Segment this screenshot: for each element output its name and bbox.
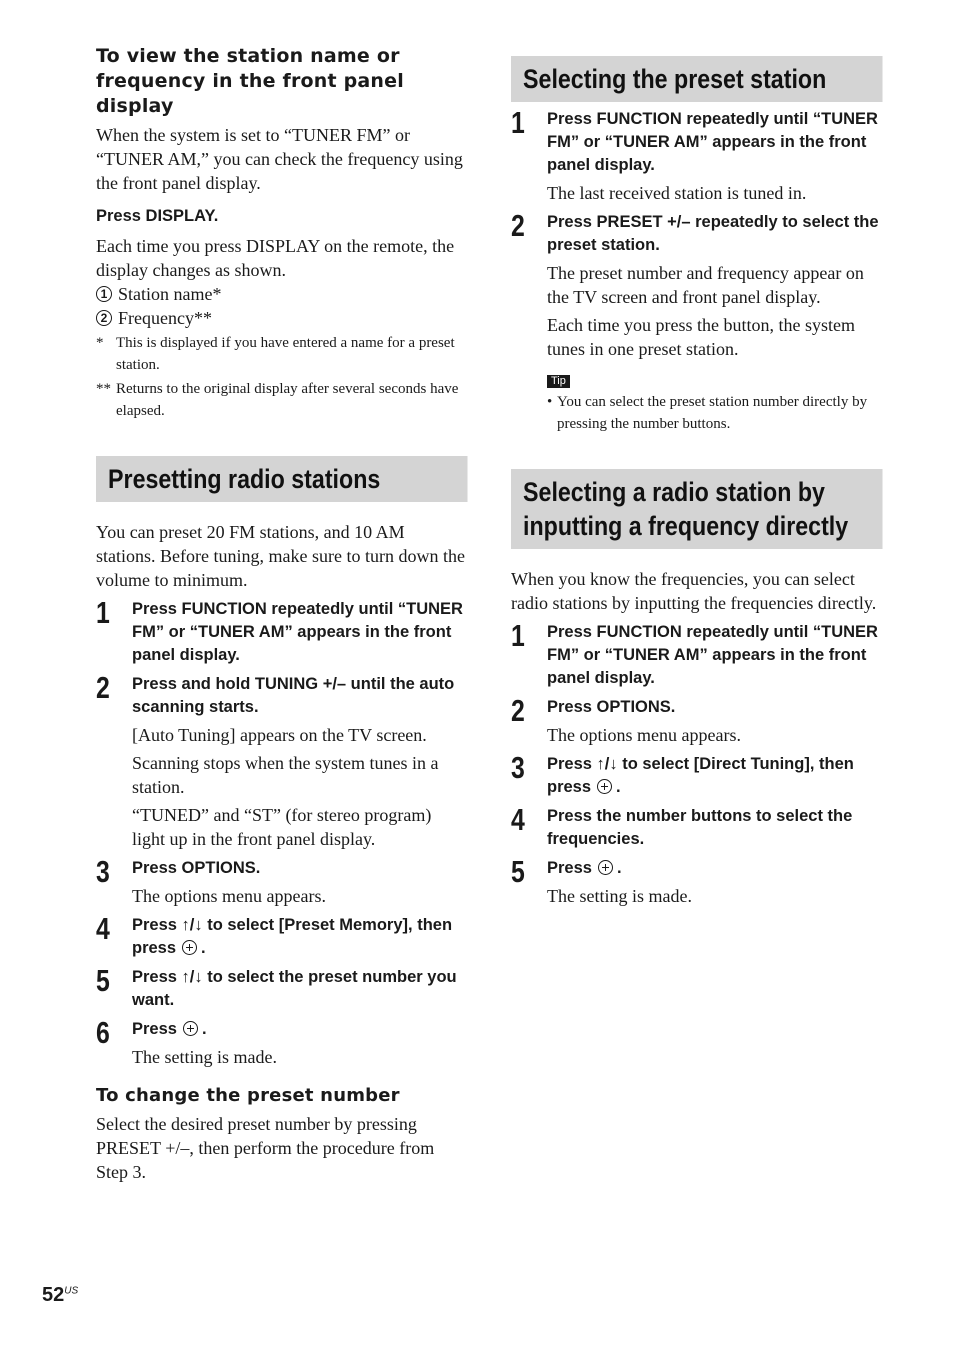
step-title: Press ↑/↓ to select the preset number you want. xyxy=(132,968,457,1009)
step xyxy=(96,963,468,1012)
footnote-mark: * xyxy=(96,335,104,351)
step-number: 3 xyxy=(511,750,525,785)
step-text: [Auto Tuning] appears on the TV screen. xyxy=(132,725,427,745)
change-preset-heading: To change the preset number xyxy=(96,1085,400,1106)
presetting-intro: You can preset 20 FM stations, and 10 AM stations. Before tuning, make sure to turn down the volume to minimum. xyxy=(96,522,465,590)
step xyxy=(511,208,883,361)
tip-block xyxy=(511,361,883,435)
step-title: Press and hold TUNING +/– until the auto scanning starts. xyxy=(132,675,455,716)
step-text: “TUNED” and “ST” (for stereo program) light up in the front panel display. xyxy=(132,805,432,849)
step-number: 2 xyxy=(96,670,110,705)
step-title xyxy=(547,753,883,799)
view-heading: To view the station name or frequency in the front panel display xyxy=(96,45,404,117)
step-number: 2 xyxy=(511,208,525,243)
step-title: Press FUNCTION repeatedly until “TUNER FM” or “TUNER AM” appears in the front panel display. xyxy=(132,600,463,664)
step xyxy=(511,618,883,690)
step xyxy=(96,1015,468,1069)
step xyxy=(511,802,883,851)
right-column xyxy=(511,56,883,908)
step-number: 5 xyxy=(96,963,110,998)
enter-button-icon xyxy=(598,860,613,875)
step-title-end: . xyxy=(201,1020,207,1038)
display-description: Each time you press DISPLAY on the remote, the display changes as shown. xyxy=(96,236,455,280)
selecting-preset-title: Selecting the preset station xyxy=(511,56,882,102)
section-band xyxy=(511,469,883,549)
step-title-text: Press ↑/↓ to select [Preset Memory], then press xyxy=(132,916,453,957)
tip-item xyxy=(547,391,883,435)
footnote-text: Returns to the original display after several seconds have elapsed. xyxy=(116,381,459,419)
step xyxy=(511,105,883,205)
enum-item xyxy=(96,282,468,306)
step-number: 1 xyxy=(96,595,110,630)
step-title: Press FUNCTION repeatedly until “TUNER FM” or “TUNER AM” appears in the front panel display. xyxy=(547,623,878,687)
step-text: The setting is made. xyxy=(132,1047,277,1067)
step xyxy=(511,854,883,908)
bullet-icon: • xyxy=(547,394,553,410)
enum-text: Station name* xyxy=(118,284,222,304)
step-title-text: Press xyxy=(547,859,592,877)
step-title xyxy=(132,1018,468,1041)
page-number-value: 52 xyxy=(42,1284,65,1306)
step xyxy=(511,693,883,747)
step-title-text: Press xyxy=(132,1020,177,1038)
step-number: 5 xyxy=(511,854,525,889)
section-band xyxy=(96,456,468,502)
step xyxy=(511,750,883,799)
step-text: Each time you press the button, the system tunes in one preset station. xyxy=(547,315,855,359)
step xyxy=(96,670,468,851)
step-text: The options menu appears. xyxy=(132,886,326,906)
circled-number: 1 xyxy=(96,286,112,302)
step xyxy=(96,854,468,908)
press-display-instruction: Press DISPLAY. xyxy=(96,207,219,225)
step-title: Press PRESET +/– repeatedly to select the preset station. xyxy=(547,213,879,254)
direct-tuning-title: Selecting a radio station by inputting a frequency directly xyxy=(511,469,882,549)
page-region-suffix: US xyxy=(64,1285,79,1297)
step-number: 2 xyxy=(511,693,525,728)
step-number: 1 xyxy=(511,618,525,653)
change-preset-text: Select the desired preset number by pressing PRESET +/–, then perform the procedure from Step 3. xyxy=(96,1114,435,1182)
page-number xyxy=(42,1284,78,1307)
circled-number: 2 xyxy=(96,310,112,326)
enter-button-icon xyxy=(183,1021,198,1036)
step-number: 4 xyxy=(96,911,110,946)
step xyxy=(96,911,468,960)
step-text: The options menu appears. xyxy=(547,725,741,745)
left-column xyxy=(96,44,468,1190)
enum-text: Frequency** xyxy=(118,308,212,328)
tip-text: You can select the preset station number directly by pressing the number buttons. xyxy=(557,394,868,432)
step-number: 1 xyxy=(511,105,525,140)
step-title-end: . xyxy=(616,859,622,877)
step-title-end: . xyxy=(616,778,621,796)
step-title-end: . xyxy=(201,939,206,957)
step-title-text: Press ↑/↓ to select [Direct Tuning], then press xyxy=(547,755,854,796)
step-text: Scanning stops when the system tunes in a station. xyxy=(132,753,439,797)
direct-intro: When you know the frequencies, you can select radio stations by inputting the frequencies directly. xyxy=(511,569,877,613)
step-title: Press OPTIONS. xyxy=(547,698,676,716)
step-title: Press the number buttons to select the frequencies. xyxy=(547,807,853,848)
view-intro: When the system is set to “TUNER FM” or “TUNER AM,” you can check the frequency using the front panel display. xyxy=(96,125,463,193)
step-title: Press OPTIONS. xyxy=(132,859,261,877)
step-title xyxy=(547,857,883,880)
footnote-text: This is displayed if you have entered a name for a preset station. xyxy=(116,335,455,373)
enum-item xyxy=(96,306,468,330)
section-band xyxy=(511,56,883,102)
footnote xyxy=(96,378,468,422)
enter-button-icon xyxy=(182,940,197,955)
footnote xyxy=(96,332,468,376)
presetting-title: Presetting radio stations xyxy=(96,456,467,502)
step-text: The preset number and frequency appear on the TV screen and front panel display. xyxy=(547,263,864,307)
step-number: 6 xyxy=(96,1015,110,1050)
step-title: Press FUNCTION repeatedly until “TUNER FM” or “TUNER AM” appears in the front panel display. xyxy=(547,110,878,174)
step-text: The setting is made. xyxy=(547,886,692,906)
step-number: 4 xyxy=(511,802,525,837)
enter-button-icon xyxy=(597,779,612,794)
step-text: The last received station is tuned in. xyxy=(547,183,807,203)
footnote-mark: ** xyxy=(96,381,111,397)
tip-badge: Tip xyxy=(547,375,570,388)
step-number: 3 xyxy=(96,854,110,889)
step xyxy=(96,595,468,667)
step-title xyxy=(132,914,468,960)
